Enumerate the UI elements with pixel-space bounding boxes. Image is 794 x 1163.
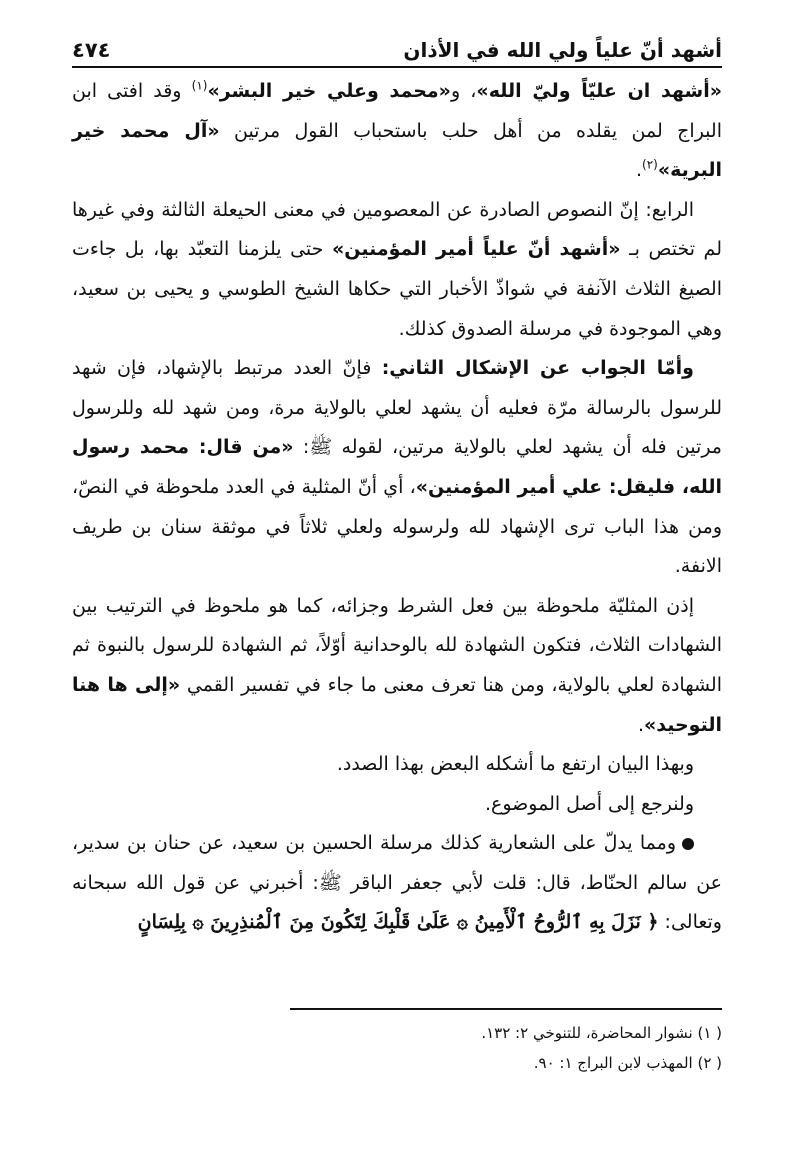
footnote-ref-1[interactable]: (١) — [191, 78, 208, 93]
paragraph-4 — [72, 587, 722, 745]
text: . — [635, 159, 643, 182]
paragraph-6: ولنرجع إلى أصل الموضوع. — [484, 792, 694, 815]
text: ، و — [450, 80, 477, 102]
footnote-separator — [290, 1008, 722, 1010]
quote-amir-al-muminin: «أشهد أنّ علياً أمير المؤمنين» — [331, 238, 621, 261]
paragraph-5: وبهذا البيان ارتفع ما أشكله البعض بهذا الصدد. — [336, 753, 694, 776]
quote-khayr-al-bashar: «محمد وعلي خير البشر» — [207, 80, 451, 102]
paragraph-7 — [72, 824, 722, 943]
text: وقد افتى ابن البراج لمن يقلده من أهل حلب باستحباب القول مرتين — [72, 80, 722, 142]
quote-tawhid: «إلى ها هنا التوحيد» — [72, 673, 722, 736]
section-heading-second-objection: وأمّا الجواب عن الإشكال الثاني: — [381, 357, 694, 380]
main-text — [72, 72, 722, 943]
paragraph-3 — [72, 349, 722, 587]
page-number: ٤٧٤ — [72, 38, 111, 62]
text: . — [637, 713, 644, 736]
text: فإنّ العدد مرتبط بالإشهاد، فإن شهد للرسول بالرسالة مرّة فعليه أن يشهد لعلي بالولاية مرة، ومن شهد لله وللرسول مرتين فله أن يشهد لعلي بالولاية مرتين، لقوله ﷺ: — [72, 357, 722, 459]
text: حتى يلزمنا التعبّد بها، بل جاءت الصيغ الثلاث الآنفة في شواذّ الأخبار التي حكاها الشيخ الطوسي و يحيى بن سعيد، وهي الموجودة في مرسلة الصدوق كذلك. — [72, 238, 722, 340]
hadith-quote: «من قال: محمد رسول الله، فليقل: علي أمير المؤمنين» — [72, 436, 722, 498]
quran-verse: ﴿ نَزَلَ بِهِ ٱلرُّوحُ ٱلْأَمِينُ ۞ عَلَىٰ قَلْبِكَ لِتَكُونَ مِنَ ٱلْمُنذِرِينَ ۞ بِلِسَانٍ — [137, 911, 659, 934]
footnote-2: ( ٢) المهذب لابن البراج ١: ٩٠. — [533, 1054, 722, 1072]
page-header — [72, 30, 722, 68]
footnote-1: ( ١) نشوار المحاضرة، للتنوخي ٢: ١٣٢. — [481, 1024, 722, 1042]
text: إذن المثليّة ملحوظة بين فعل الشرط وجزائه، كما هو ملحوظ في الترتيب بين الشهادات الثلاث، فتكون الشهادة لله بالوحدانية أوّلاً، ثم الشهادة للرسول بالنبوة ثم الشهادة لعلي بالولاية، ومن هنا تعرف معنى ما جاء في تفسير القمي — [72, 594, 722, 696]
text: ، أي أنّ المثلية في العدد ملحوظة في النصّ، ومن هذا الباب ترى الإشهاد لله ولرسوله ولعلي ثلاثاً في موثقة سنان بن طريف الانفة. — [72, 475, 722, 578]
bullet-icon — [682, 838, 694, 850]
footnote-ref-2[interactable]: (٢) — [642, 157, 658, 172]
paragraph-1 — [72, 72, 722, 191]
footnotes — [72, 1018, 722, 1078]
quote-khayr-al-bariyya: «آل محمد خير البرية» — [72, 119, 722, 182]
text: الرابع: إنّ النصوص الصادرة عن المعصومين في معنى الحيعلة الثالثة وفي غيرها لم تختص بـ — [72, 198, 722, 261]
paragraph-2 — [72, 191, 722, 349]
running-title: أشهد أنّ علياً ولي الله في الأذان — [403, 38, 722, 62]
quote-ali-wali: «أشهد ان عليّاً وليّ الله» — [476, 80, 723, 102]
text: ومما يدلّ على الشعارية كذلك مرسلة الحسين بن سعيد، عن حنان بن سدير، عن سالم الحنّاط، قال: قلت لأبي جعفر الباقر ﷺ: أخبرني عن قول الله سبحانه وتعالى: — [72, 832, 722, 934]
